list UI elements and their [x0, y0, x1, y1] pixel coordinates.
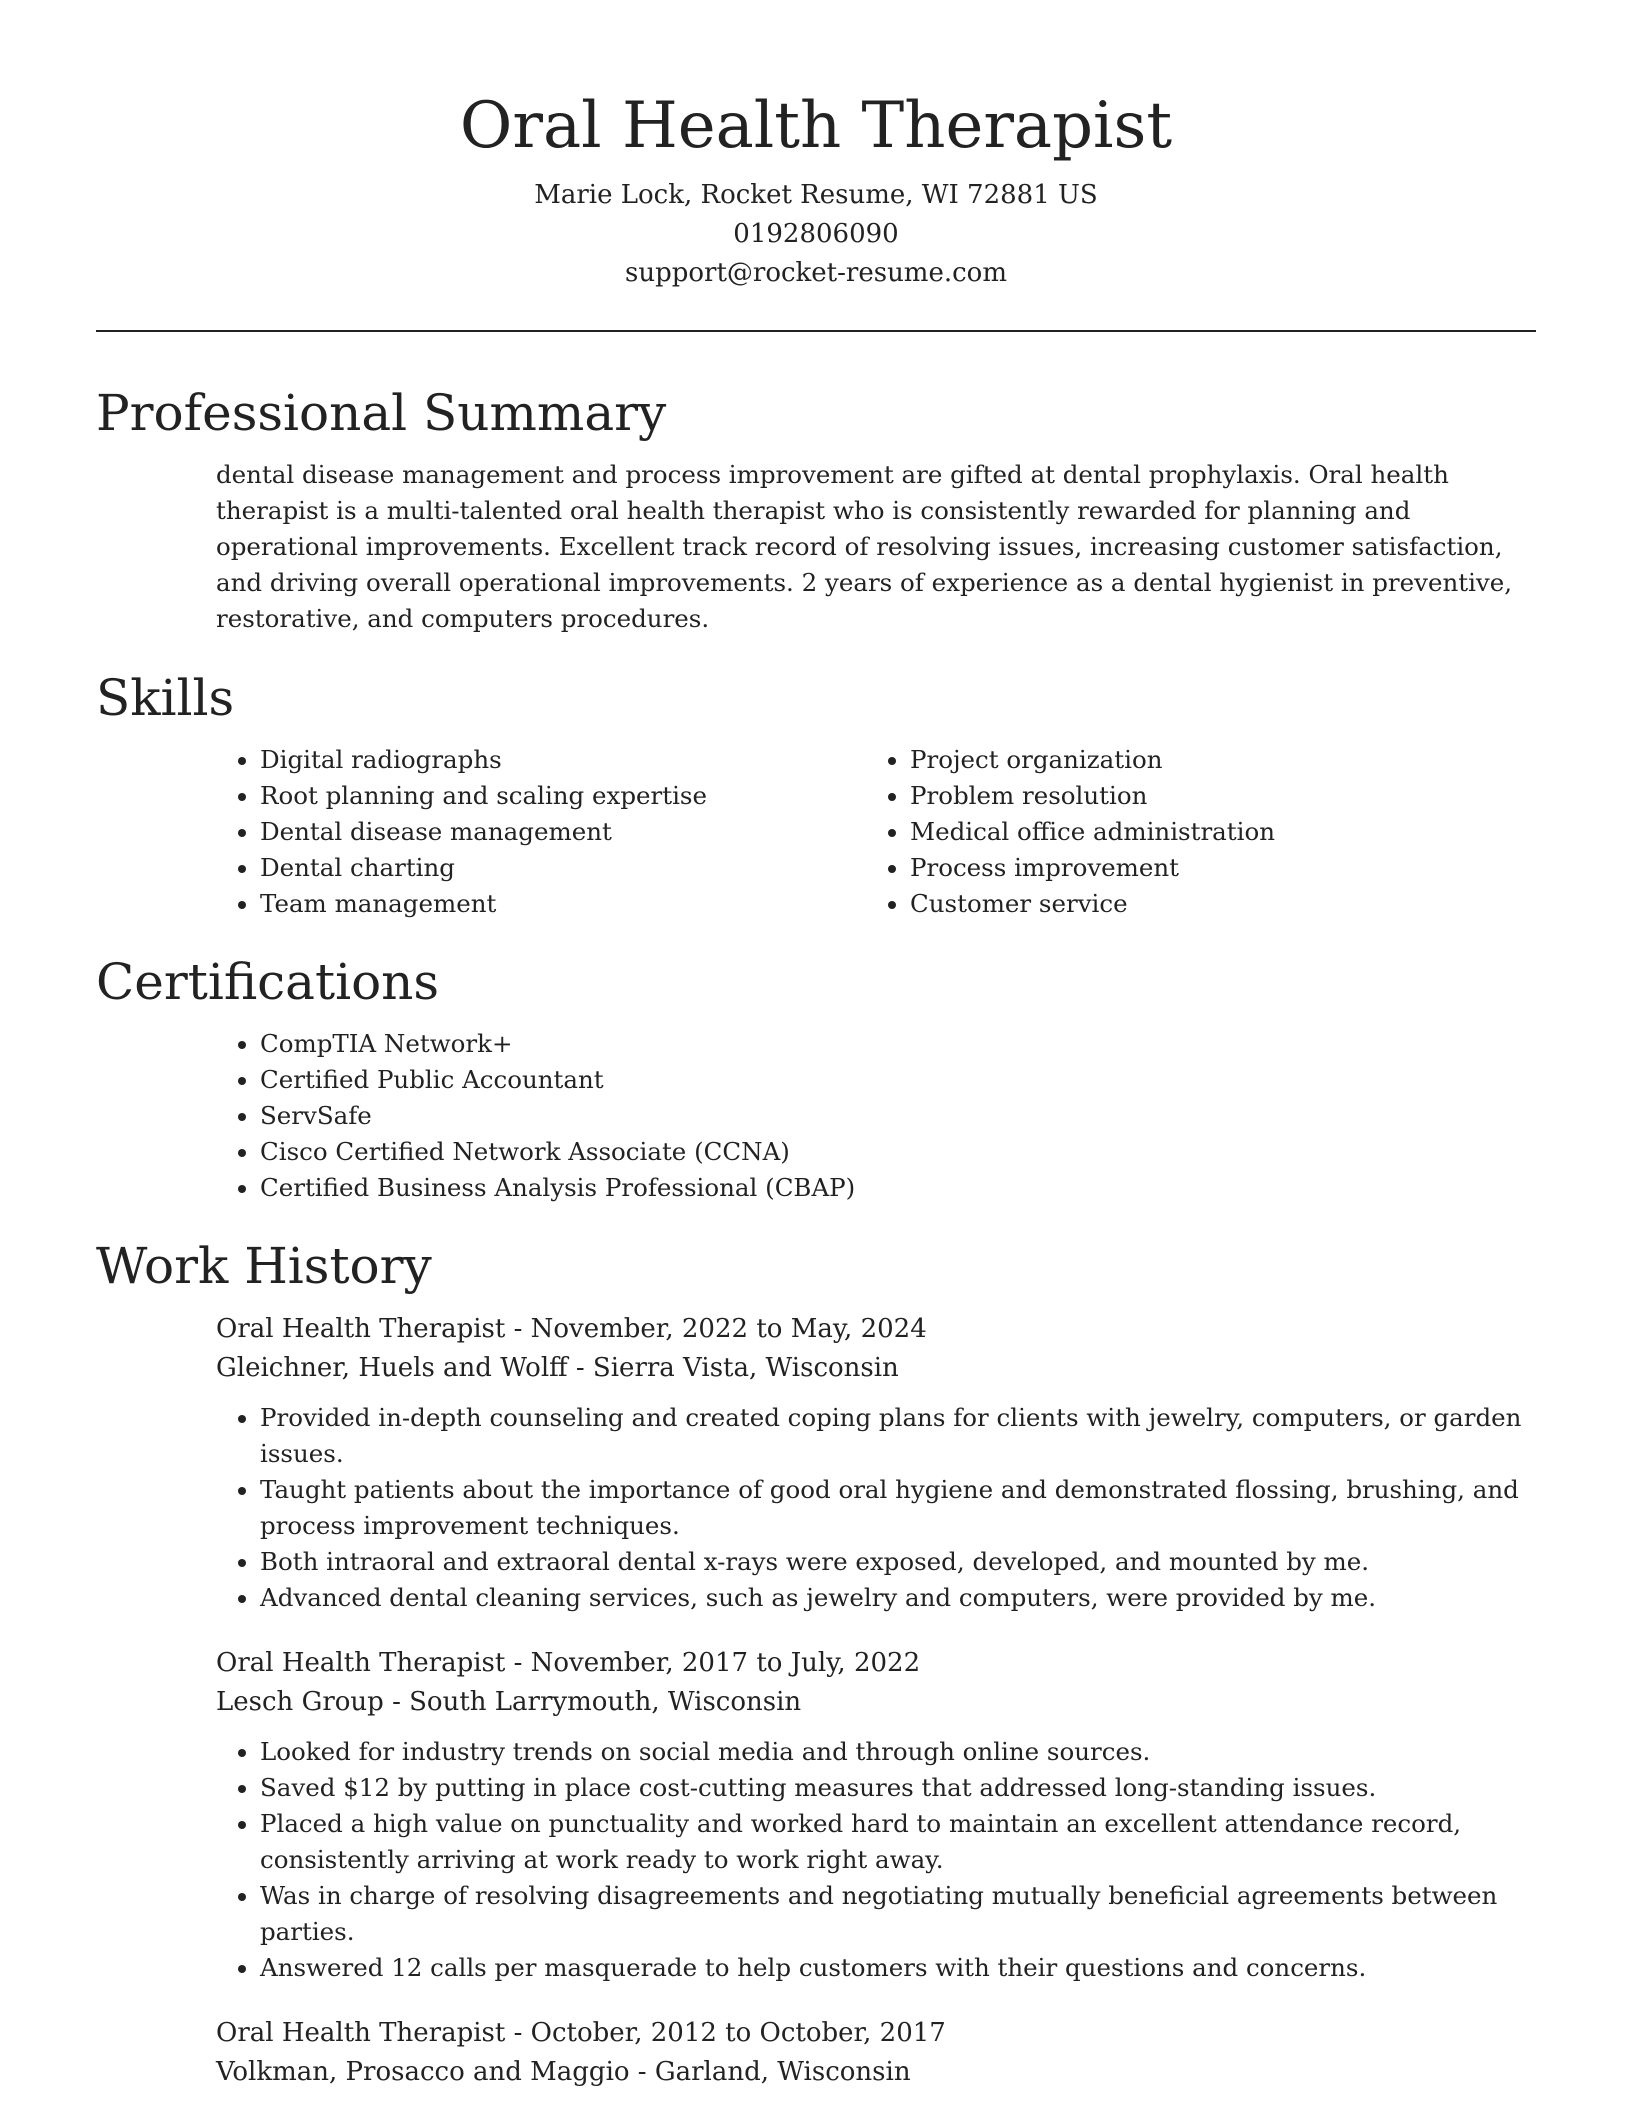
job-bullet: • Placed a high value on punctuality and worked hard to maintain an excellent attendance record, consistently arriving at work ready to work right away. — [260, 1806, 1536, 1878]
certifications-heading: Certifications — [96, 953, 440, 1011]
job-bullets — [216, 1734, 1536, 1986]
certification-item: • ServSafe — [260, 1098, 1536, 1134]
job-bullet: • Answered 12 calls per masquerade to help customers with their questions and concerns. — [260, 1950, 1536, 1986]
resume-title: Oral Health Therapist — [459, 89, 1173, 163]
job-entry — [216, 1310, 1536, 1616]
work-history-heading: Work History — [96, 1237, 432, 1295]
job-company-line: Gleichner, Huels and Wolff - Sierra Vista, Wisconsin — [216, 1353, 899, 1383]
job-bullet: • Saved $12 by putting in place cost-cutting measures that addressed long-standing issues. — [260, 1770, 1536, 1806]
summary-text: dental disease management and process improvement are gifted at dental prophylaxis. Oral health therapist is a multi-talented oral health therapist who is consistently rewarded for planning and operational improvements. Excellent track record of resolving issues, increasing customer satisfaction, and driving overall operational improvements. 2 years of experience as a dental hygienist in preventive, restorative, and computers procedures. — [216, 460, 1513, 633]
job-header — [216, 1310, 1536, 1388]
certification-item: • Certified Public Accountant — [260, 1062, 1536, 1098]
job-title-line: Oral Health Therapist - October, 2012 to October, 2017 — [216, 2018, 946, 2048]
resume-page — [96, 0, 1536, 2087]
work-history-body — [216, 1310, 1536, 2092]
job-bullet: • Was in charge of resolving disagreements and negotiating mutually beneficial agreements between parties. — [260, 1878, 1536, 1950]
job-bullets — [216, 1400, 1536, 1616]
contact-block — [96, 176, 1536, 293]
skills-list-left — [216, 742, 866, 922]
contact-email: support@rocket-resume.com — [624, 258, 1007, 288]
resume-header — [96, 0, 1536, 332]
job-bullet: • Taught patients about the importance of good oral hygiene and demonstrated flossing, brushing, and process improvement techniques. — [260, 1472, 1536, 1544]
job-bullet: • Advanced dental cleaning services, such as jewelry and computers, were provided by me. — [260, 1580, 1536, 1616]
header-divider — [96, 330, 1536, 332]
job-company-line: Volkman, Prosacco and Maggio - Garland, Wisconsin — [216, 2057, 911, 2087]
skill-item: • Digital radiographs — [260, 742, 866, 778]
job-entry — [216, 1644, 1536, 1986]
job-company-line: Lesch Group - South Larrymouth, Wisconsin — [216, 1687, 802, 1717]
skill-item: • Project organization — [910, 742, 1516, 778]
certification-item: • Cisco Certified Network Associate (CCNA) — [260, 1134, 1536, 1170]
skills-column-left — [216, 742, 866, 922]
contact-address: Marie Lock, Rocket Resume, WI 72881 US — [534, 180, 1098, 210]
skills-column-right — [866, 742, 1516, 922]
job-header — [216, 2014, 1536, 2092]
summary-heading: Professional Summary — [96, 384, 667, 442]
certifications-body — [216, 1026, 1536, 1206]
skill-item: • Medical office administration — [910, 814, 1516, 850]
job-bullet: • Provided in-depth counseling and created coping plans for clients with jewelry, computers, or garden issues. — [260, 1400, 1536, 1472]
skill-item: • Process improvement — [910, 850, 1516, 886]
contact-phone: 0192806090 — [733, 219, 899, 249]
work-history-section — [96, 1236, 1536, 2120]
skill-item: • Dental disease management — [260, 814, 866, 850]
job-bullet: • Looked for industry trends on social media and through online sources. — [260, 1734, 1536, 1770]
job-entry — [216, 2014, 1536, 2092]
skill-item: • Root planning and scaling expertise — [260, 778, 866, 814]
job-title-line: Oral Health Therapist - November, 2022 to May, 2024 — [216, 1314, 927, 1344]
certifications-list — [216, 1026, 1536, 1206]
skill-item: • Problem resolution — [910, 778, 1516, 814]
job-bullet: • Both intraoral and extraoral dental x-rays were exposed, developed, and mounted by me. — [260, 1544, 1536, 1580]
skills-columns — [216, 742, 1536, 922]
skills-list-right — [866, 742, 1516, 922]
skills-section — [96, 668, 1536, 922]
skill-item: • Team management — [260, 886, 866, 922]
certification-item: • CompTIA Network+ — [260, 1026, 1536, 1062]
skill-item: • Customer service — [910, 886, 1516, 922]
skill-item: • Dental charting — [260, 850, 866, 886]
summary-section — [96, 383, 1536, 637]
job-title-line: Oral Health Therapist - November, 2017 to July, 2022 — [216, 1648, 921, 1678]
skills-heading: Skills — [96, 669, 235, 727]
certifications-section — [96, 952, 1536, 1206]
certification-item: • Certified Business Analysis Professional (CBAP) — [260, 1170, 1536, 1206]
summary-body — [216, 457, 1536, 637]
job-header — [216, 1644, 1536, 1722]
